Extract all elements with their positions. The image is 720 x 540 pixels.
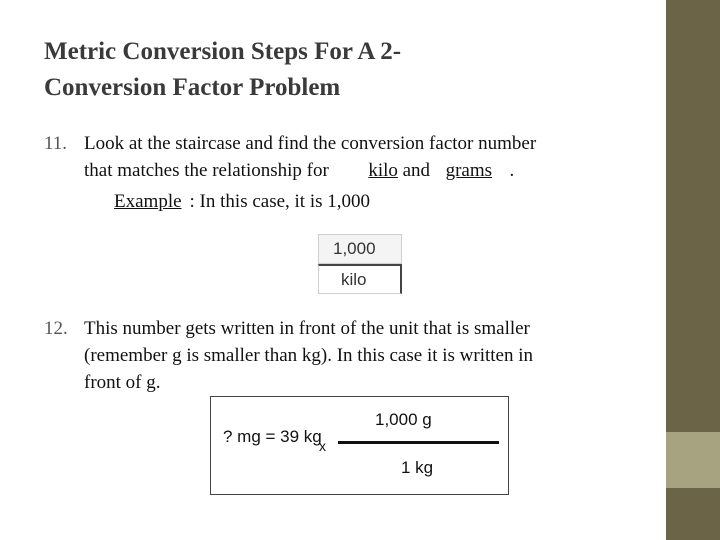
title-line-1: Metric Conversion Steps For A 2-: [44, 38, 402, 65]
step-11-number: 11.: [44, 133, 68, 154]
step-11-line-2: [84, 159, 514, 183]
fraction-bar: [338, 441, 499, 444]
step-11-example: [114, 190, 370, 214]
step-12-line-3: front of g.: [84, 372, 161, 393]
conversion-equation: [210, 396, 509, 495]
staircase-value: 1,000: [318, 234, 402, 264]
staircase-excerpt: [318, 234, 402, 294]
staircase-prefix: kilo: [318, 264, 402, 294]
sidebar-accent-top: [666, 0, 720, 432]
example-label: Example: [114, 191, 182, 212]
sidebar-accent-middle: [666, 432, 720, 488]
step-12-number: 12.: [44, 318, 68, 339]
step-11-text: that matches the relationship for: [84, 160, 329, 181]
step-11-period: .: [509, 160, 515, 181]
title-line-2: Conversion Factor Problem: [44, 74, 341, 101]
step-12-line-1: This number gets written in front of the unit that is smaller: [84, 318, 530, 339]
step-11-line-1: Look at the staircase and find the conversion factor number: [84, 133, 537, 154]
equation-left: ? mg = 39 kg: [223, 427, 322, 446]
and-word: and: [402, 160, 431, 181]
equation-numerator: 1,000 g: [375, 410, 432, 429]
equation-denominator: 1 kg: [401, 458, 434, 477]
kilo-word: kilo: [368, 160, 398, 181]
slide-title: [44, 34, 644, 106]
grams-word: grams: [445, 160, 492, 181]
example-text: : In this case, it is 1,000: [189, 191, 371, 212]
equation-times: x: [319, 438, 326, 454]
step-12-line-2: (remember g is smaller than kg). In this case it is written in: [84, 345, 534, 366]
sidebar-accent-bottom: [666, 488, 720, 540]
